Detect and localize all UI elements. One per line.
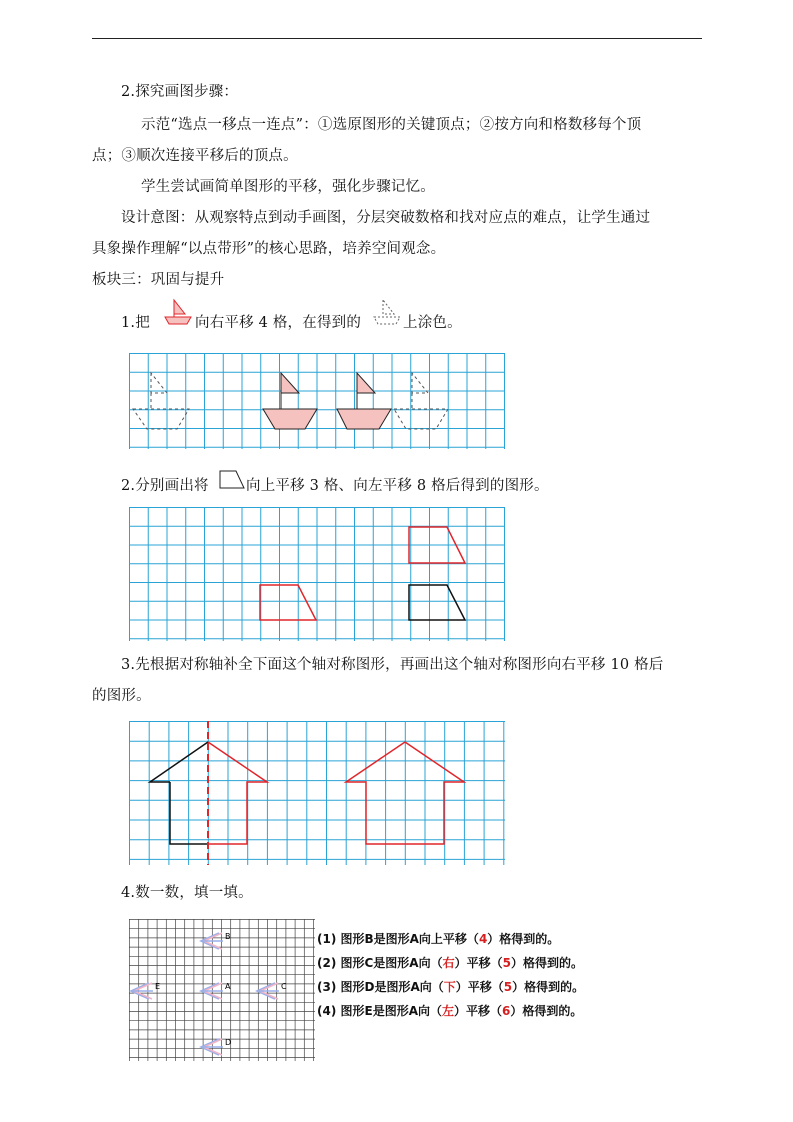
practice-text: 学生尝试画简单图形的平移，强化步骤记忆。 — [141, 179, 435, 195]
figure-label: A — [225, 982, 231, 991]
q3-line1: 3.先根据对称轴补全下面这个轴对称图形，再画出这个轴对称图形向右平移 10 格后 — [121, 657, 664, 673]
q1-grid — [129, 353, 505, 449]
answer-steps-2: 5 — [502, 956, 511, 970]
house-left-roof — [150, 742, 208, 782]
answer-direction-2: 右 — [442, 956, 455, 970]
section-heading: 2.探究画图步骤： — [121, 84, 239, 100]
figure-label: B — [225, 932, 231, 941]
answer-1: 4 — [478, 932, 488, 946]
design-intent-line1: 设计意图：从观察特点到动手画图，分层突破数格和找对应点的难点，让学生通过 — [121, 210, 651, 226]
demo-text-line1: 示范“选点一移点一连点”：①选原图形的关键顶点；②按方向和格数移每个顶 — [141, 117, 642, 133]
q4-title: 4.数一数，填一填。 — [121, 885, 253, 901]
q4-item-1: (1) 图形B是图形A向上平移（4）格得到的。 — [317, 932, 560, 946]
design-intent-line2: 具象操作理解“以点带形”的核心思路，培养空间观念。 — [92, 241, 446, 257]
q4-item-3: (3) 图形D是图形A向（下）平移（5）格得到的。 — [317, 980, 585, 994]
q3-grid — [129, 721, 505, 865]
trapezoid-icon — [218, 468, 246, 492]
boat-candidate-1 — [263, 373, 317, 429]
answer-direction-3: 下 — [443, 980, 456, 994]
q2-suffix: 向上平移 3 格、向左平移 8 格后得到的图形。 — [246, 478, 549, 494]
dashed-boat-icon — [370, 298, 402, 328]
original-boat — [133, 373, 189, 429]
answer-direction-4: 左 — [442, 1004, 455, 1018]
figure-b — [201, 932, 231, 949]
block3-title: 板块三：巩固与提升 — [92, 272, 225, 288]
q1-prefix: 1.把 — [121, 315, 150, 331]
house-right-half — [208, 742, 267, 844]
boat-icon — [161, 298, 193, 328]
translated-left-trapezoid — [260, 585, 316, 620]
q4-grid — [129, 919, 315, 1061]
figure-d — [201, 1038, 231, 1055]
answer-steps-4: 6 — [502, 1004, 511, 1018]
figure-e — [131, 982, 160, 999]
q2-prefix: 2.分别画出将 — [121, 478, 209, 494]
q2-grid — [129, 507, 505, 641]
q1-suffix: 上涂色。 — [403, 315, 462, 331]
original-trapezoid — [409, 585, 465, 620]
figure-label: D — [225, 1038, 232, 1047]
figure-label: E — [155, 982, 161, 991]
demo-text-line2: 点；③顺次连接平移后的顶点。 — [92, 148, 298, 164]
boat-candidate-3 — [394, 373, 448, 429]
boat-candidate-2 — [337, 373, 391, 429]
answer-steps-3: 5 — [503, 980, 513, 994]
q3-line2: 的图形。 — [92, 688, 151, 704]
header-rule — [92, 38, 702, 39]
q4-item-2: (2) 图形C是图形A向（右）平移（5）格得到的。 — [317, 956, 584, 970]
figure-label: C — [281, 982, 287, 991]
q4-item-4: (4) 图形E是图形A向（左）平移（6）格得到的。 — [317, 1004, 583, 1018]
q1-middle: 向右平移 4 格，在得到的 — [195, 315, 362, 331]
figure-c — [257, 982, 287, 999]
grid-lines — [129, 353, 505, 449]
figure-a — [201, 982, 231, 999]
